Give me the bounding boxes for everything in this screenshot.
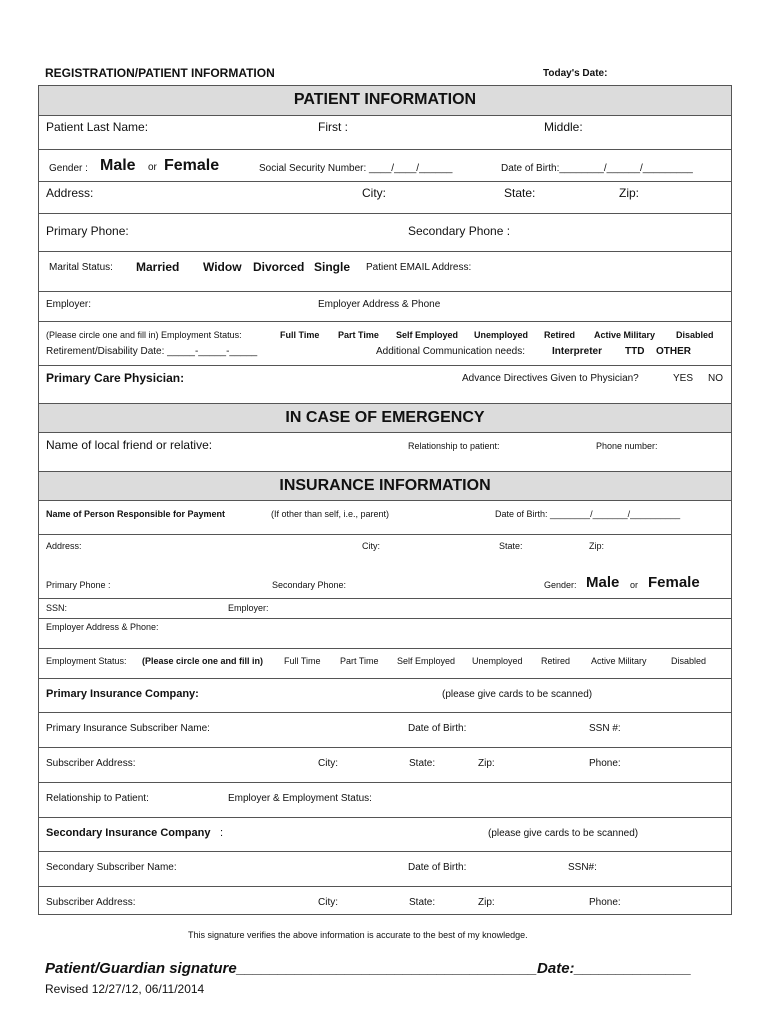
ins-ssn-row[interactable] [39,599,731,619]
prim-sub-address-label: Subscriber Address: [46,758,136,769]
sec-sub-dob-label: Date of Birth: [408,862,467,873]
gender-label: Gender : [49,163,88,174]
marital-married[interactable]: Married [136,260,180,274]
gender-or: or [148,162,157,173]
sec-sub-zip-label: Zip: [478,897,495,908]
dob-label: Date of Birth:________/______/_________ [501,163,693,174]
marital-divorced[interactable]: Divorced [253,260,305,274]
ins-emp-status-row[interactable] [39,649,731,679]
insurance-header: INSURANCE INFORMATION [39,471,731,501]
ins-emp-note: (Please circle one and fill in) [142,656,264,666]
responsible-label: Name of Person Responsible for Payment [46,509,226,519]
emp-opt-self-employed[interactable]: Self Employed [396,330,459,340]
retirement-date-label: Retirement/Disability Date: _____-_____-_____ [46,346,258,357]
last-name-label: Patient Last Name: [46,120,149,134]
emp-opt-full-time[interactable]: Full Time [280,330,320,340]
prim-sub-address-row[interactable] [39,748,731,783]
ins-gender-female[interactable]: Female [648,574,700,591]
todays-date-label: Today's Date: [543,68,608,79]
first-name-label: First : [318,120,348,134]
prim-sub-phone-label: Phone: [589,758,621,769]
revision-note: Revised 12/27/12, 06/11/2014 [45,982,205,996]
ins-emp-opt-self-employed[interactable]: Self Employed [397,656,456,666]
sec-subscriber-row[interactable] [39,852,731,887]
comm-needs-label: Additional Communication needs: [376,346,525,357]
ins-gender-label: Gender: [544,580,577,590]
ins-emp-opt-part-time[interactable]: Part Time [340,656,379,666]
secondary-ins-colon: : [220,827,224,839]
sec-sub-address-label: Subscriber Address: [46,897,136,908]
ins-gender-male[interactable]: Male [586,574,620,591]
secondary-phone-label: Secondary Phone : [408,224,511,238]
relationship-row[interactable] [39,783,731,818]
ins-emp-status-label: Employment Status: [46,656,127,666]
state-label: State: [504,186,536,200]
emp-opt-part-time[interactable]: Part Time [338,330,379,340]
advance-directives-label: Advance Directives Given to Physician? [462,373,639,384]
primary-phone-label: Primary Phone: [46,224,129,238]
emergency-phone-label: Phone number: [596,441,658,451]
phone-row[interactable] [39,214,731,252]
secondary-ins-cards: (please give cards to be scanned) [488,828,639,839]
advance-yes[interactable]: YES [673,373,694,384]
ins-emp-opt-full-time[interactable]: Full Time [284,656,321,666]
marital-row[interactable] [39,252,731,292]
ins-primary-phone-label: Primary Phone : [46,580,111,590]
ins-emp-opt-disabled[interactable]: Disabled [671,656,707,666]
address-label: Address: [46,186,94,200]
ins-state-label: State: [499,541,523,551]
sec-sub-address-row[interactable] [39,887,731,915]
ins-emp-opt-unemployed[interactable]: Unemployed [472,656,523,666]
comm-opt-ttd[interactable]: TTD [625,346,645,357]
employment-status-row[interactable] [39,322,731,366]
middle-name-label: Middle: [544,120,583,134]
advance-no[interactable]: NO [708,373,723,384]
ins-employer-addr-label: Employer Address & Phone: [46,622,159,632]
prim-sub-ssn-label: SSN #: [589,723,621,734]
ins-employer-label: Employer: [228,603,269,613]
emp-opt-active-military[interactable]: Active Military [594,330,656,340]
gender-female[interactable]: Female [164,157,220,174]
primary-ins-label: Primary Insurance Company: [46,688,199,700]
signature-line[interactable]: Patient/Guardian signature____________________________________Date:______________ [45,960,692,977]
prim-sub-zip-label: Zip: [478,758,495,769]
ins-address-label: Address: [46,541,82,551]
marital-single[interactable]: Single [314,260,351,274]
prim-sub-name-label: Primary Insurance Subscriber Name: [46,723,210,734]
ins-employer-addr-row[interactable] [39,619,731,649]
comm-opt-other[interactable]: OTHER [656,346,691,357]
registration-form [38,85,732,915]
emergency-header: IN CASE OF EMERGENCY [39,403,731,433]
emp-opt-disabled[interactable]: Disabled [676,330,714,340]
emergency-row[interactable] [39,433,731,471]
ins-emp-opt-retired[interactable]: Retired [541,656,571,666]
ins-city-label: City: [362,541,380,551]
employer-row[interactable] [39,292,731,322]
address-row[interactable] [39,182,731,214]
prim-sub-dob-label: Date of Birth: [408,723,467,734]
sec-sub-state-label: State: [409,897,436,908]
ins-gender-or: or [630,580,639,590]
sec-sub-name-label: Secondary Subscriber Name: [46,862,177,873]
prim-sub-city-label: City: [318,758,338,769]
ins-secondary-phone-label: Secondary Phone: [272,580,347,590]
emergency-name-label: Name of local friend or relative: [46,438,213,452]
pcp-row[interactable] [39,366,731,403]
responsible-note: (If other than self, i.e., parent) [271,509,390,519]
relationship-label: Relationship to Patient: [46,793,149,804]
comm-opt-interpreter[interactable]: Interpreter [552,346,603,357]
emergency-relationship-label: Relationship to patient: [408,441,500,451]
marital-label: Marital Status: [49,262,113,273]
sec-sub-ssn-label: SSN#: [568,862,597,873]
signature-verification-text: This signature verifies the above information is accurate to the best of my knowledge. [188,930,528,940]
marital-widow[interactable]: Widow [203,260,242,274]
ins-ssn-label: SSN: [46,603,68,613]
primary-ins-row[interactable] [39,679,731,713]
prim-subscriber-row[interactable] [39,713,731,748]
primary-ins-cards: (please give cards to be scanned) [442,689,593,700]
name-row[interactable] [39,116,731,150]
responsible-row[interactable] [39,501,731,535]
secondary-ins-label: Secondary Insurance Company [46,827,211,839]
gender-male[interactable]: Male [100,157,136,174]
prim-sub-state-label: State: [409,758,436,769]
ssn-label: Social Security Number: ____/____/______ [259,163,453,174]
ins-emp-opt-active-military[interactable]: Active Military [591,656,647,666]
patient-info-header: PATIENT INFORMATION [39,86,731,116]
pcp-label: Primary Care Physician: [46,371,185,385]
ins-phone-row[interactable] [39,565,731,599]
emp-emp-status-label: Employer & Employment Status: [228,793,372,804]
ins-zip-label: Zip: [589,541,605,551]
gender-row[interactable] [39,150,731,182]
email-label: Patient EMAIL Address: [366,262,472,273]
secondary-ins-row[interactable] [39,818,731,852]
ins-address-row[interactable] [39,535,731,565]
zip-label: Zip: [619,186,640,200]
sec-sub-city-label: City: [318,897,338,908]
form-title: REGISTRATION/PATIENT INFORMATION [45,66,275,80]
sec-sub-phone-label: Phone: [589,897,621,908]
emp-status-label: (Please circle one and fill in) Employment Status: [46,330,242,340]
emp-opt-unemployed[interactable]: Unemployed [474,330,529,340]
emp-opt-retired[interactable]: Retired [544,330,576,340]
city-label: City: [362,186,386,200]
employer-address-label: Employer Address & Phone [318,299,441,310]
responsible-dob: Date of Birth: ________/_______/__________ [495,509,681,519]
employer-label: Employer: [46,299,92,310]
